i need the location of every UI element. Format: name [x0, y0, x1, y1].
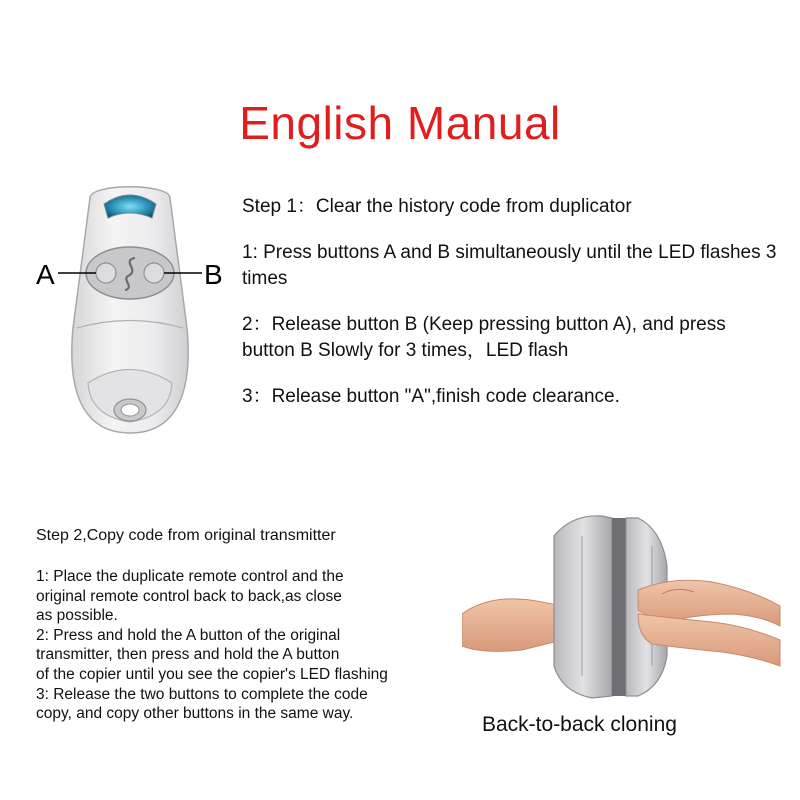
button-a-icon [96, 263, 116, 283]
step2-section [36, 567, 466, 724]
keyring-hole-icon [114, 399, 146, 421]
step2-line: transmitter, then press and hold the A button [36, 646, 340, 664]
remote-control-illustration [30, 178, 230, 438]
step2-line: as possible. [36, 607, 118, 625]
back-to-back-cloning-photo [462, 506, 782, 702]
photo-caption: Back-to-back cloning [482, 713, 677, 736]
step2-line: 3: Release the two buttons to complete the code [36, 685, 368, 703]
step1-section [242, 194, 782, 430]
label-b: B [204, 259, 223, 290]
label-a: A [36, 259, 55, 290]
step2-heading: Step 2,Copy code from original transmitter [36, 527, 336, 544]
step1-item-1: 1: Press buttons A and B simultaneously until the LED flashes 3 times [242, 242, 777, 289]
step2-line: copy, and copy other buttons in the same way. [36, 705, 354, 723]
step2-line: 2: Press and hold the A button of the original [36, 626, 341, 644]
step2-line: original remote control back to back,as close [36, 587, 342, 605]
step2-line: 1: Place the duplicate remote control and the [36, 568, 344, 585]
step1-item-2: 2：Release button B (Keep pressing button A), and press button B Slowly for 3 times，LED flash [242, 314, 726, 361]
step1-item-3: 3：Release button "A",finish code clearance. [242, 386, 620, 407]
page-title: English Manual [239, 97, 561, 149]
step2-line: of the copier until you see the copier's LED flashing [36, 665, 388, 683]
button-b-icon [144, 263, 164, 283]
step1-heading: Step 1：Clear the history code from duplicator [242, 196, 632, 217]
